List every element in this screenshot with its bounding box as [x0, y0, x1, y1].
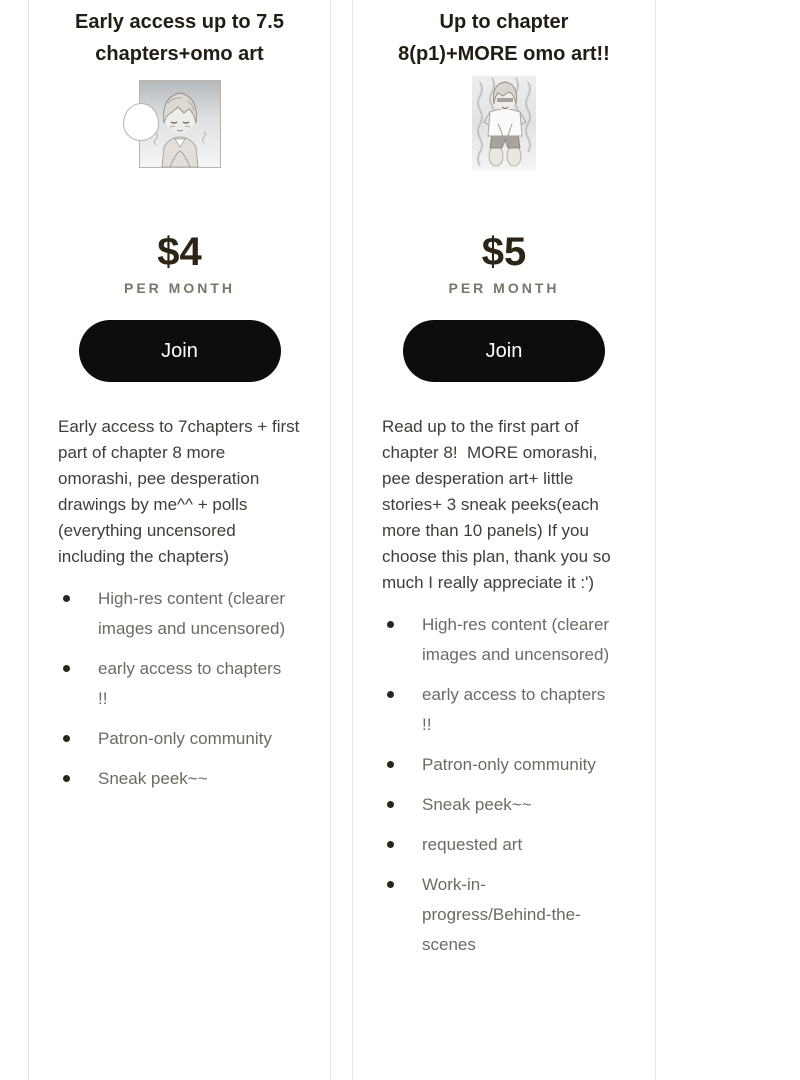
bullet-dot-icon: [387, 761, 394, 768]
tier-image-zone: [353, 74, 655, 226]
benefit-item: [63, 724, 304, 754]
benefit-text: Sneak peek~~: [422, 795, 532, 814]
tier-artwork: [472, 76, 536, 170]
bullet-dot-icon: [63, 595, 70, 602]
tier-price: $4: [157, 230, 202, 274]
tier-description: Read up to the first part of chapter 8! MORE omorashi, pee desperation art+ little stories+ 3 sneak peeks(each more than 10 panels) If you choose this plan, thank you so much I really appreciate it :'): [382, 417, 611, 592]
benefits-list: [29, 584, 330, 794]
benefit-item: [387, 790, 629, 820]
tier-price: $5: [481, 230, 527, 274]
benefit-item: [387, 830, 629, 860]
benefit-item: [387, 610, 629, 670]
tier-description: Early access to 7chapters + first part of chapter 8 more omorashi, pee desperation drawings by me^^ + polls (everything uncensored including the chapters): [58, 417, 300, 566]
bullet-dot-icon: [387, 881, 394, 888]
speech-bubble-icon: [123, 103, 159, 141]
tier-card-5-dollar: [352, 0, 656, 1080]
bullet-dot-icon: [387, 691, 394, 698]
benefit-text: Patron-only community: [98, 729, 272, 748]
manga-panel-kneeling-boy-icon: [472, 76, 536, 170]
benefits-list: [353, 610, 655, 960]
bullet-dot-icon: [387, 621, 394, 628]
tier-card-4-dollar: [28, 0, 331, 1080]
benefit-item: [387, 680, 629, 740]
join-button[interactable]: Join: [79, 320, 281, 382]
bullet-dot-icon: [387, 801, 394, 808]
benefit-text: requested art: [422, 835, 523, 854]
bullet-dot-icon: [63, 775, 70, 782]
bullet-dot-icon: [387, 841, 394, 848]
tier-artwork: [139, 80, 221, 168]
tier-image-zone: [29, 74, 330, 226]
benefit-item: [387, 750, 629, 780]
join-button[interactable]: Join: [403, 320, 605, 382]
bullet-dot-icon: [63, 665, 70, 672]
benefit-text: High-res content (clearer images and uncensored): [98, 589, 286, 638]
tier-title: Early access up to 7.5 chapters+omo art: [74, 11, 284, 65]
tier-cadence: PER MONTH: [124, 280, 235, 296]
benefit-item: [387, 870, 629, 960]
benefit-text: High-res content (clearer images and uncensored): [422, 615, 610, 664]
bullet-dot-icon: [63, 735, 70, 742]
benefit-item: [63, 654, 304, 714]
benefit-text: Patron-only community: [422, 755, 596, 774]
benefit-text: Work-in-progress/Behind-the-scenes: [422, 875, 581, 954]
benefit-item: [63, 764, 304, 794]
benefit-text: Sneak peek~~: [98, 769, 208, 788]
benefit-text: early access to chapters !!: [98, 659, 282, 708]
tier-cadence: PER MONTH: [448, 280, 560, 296]
tier-title: Up to chapter 8(p1)+MORE omo art!!: [398, 11, 610, 65]
benefit-item: [63, 584, 304, 644]
benefit-text: early access to chapters !!: [422, 685, 606, 734]
